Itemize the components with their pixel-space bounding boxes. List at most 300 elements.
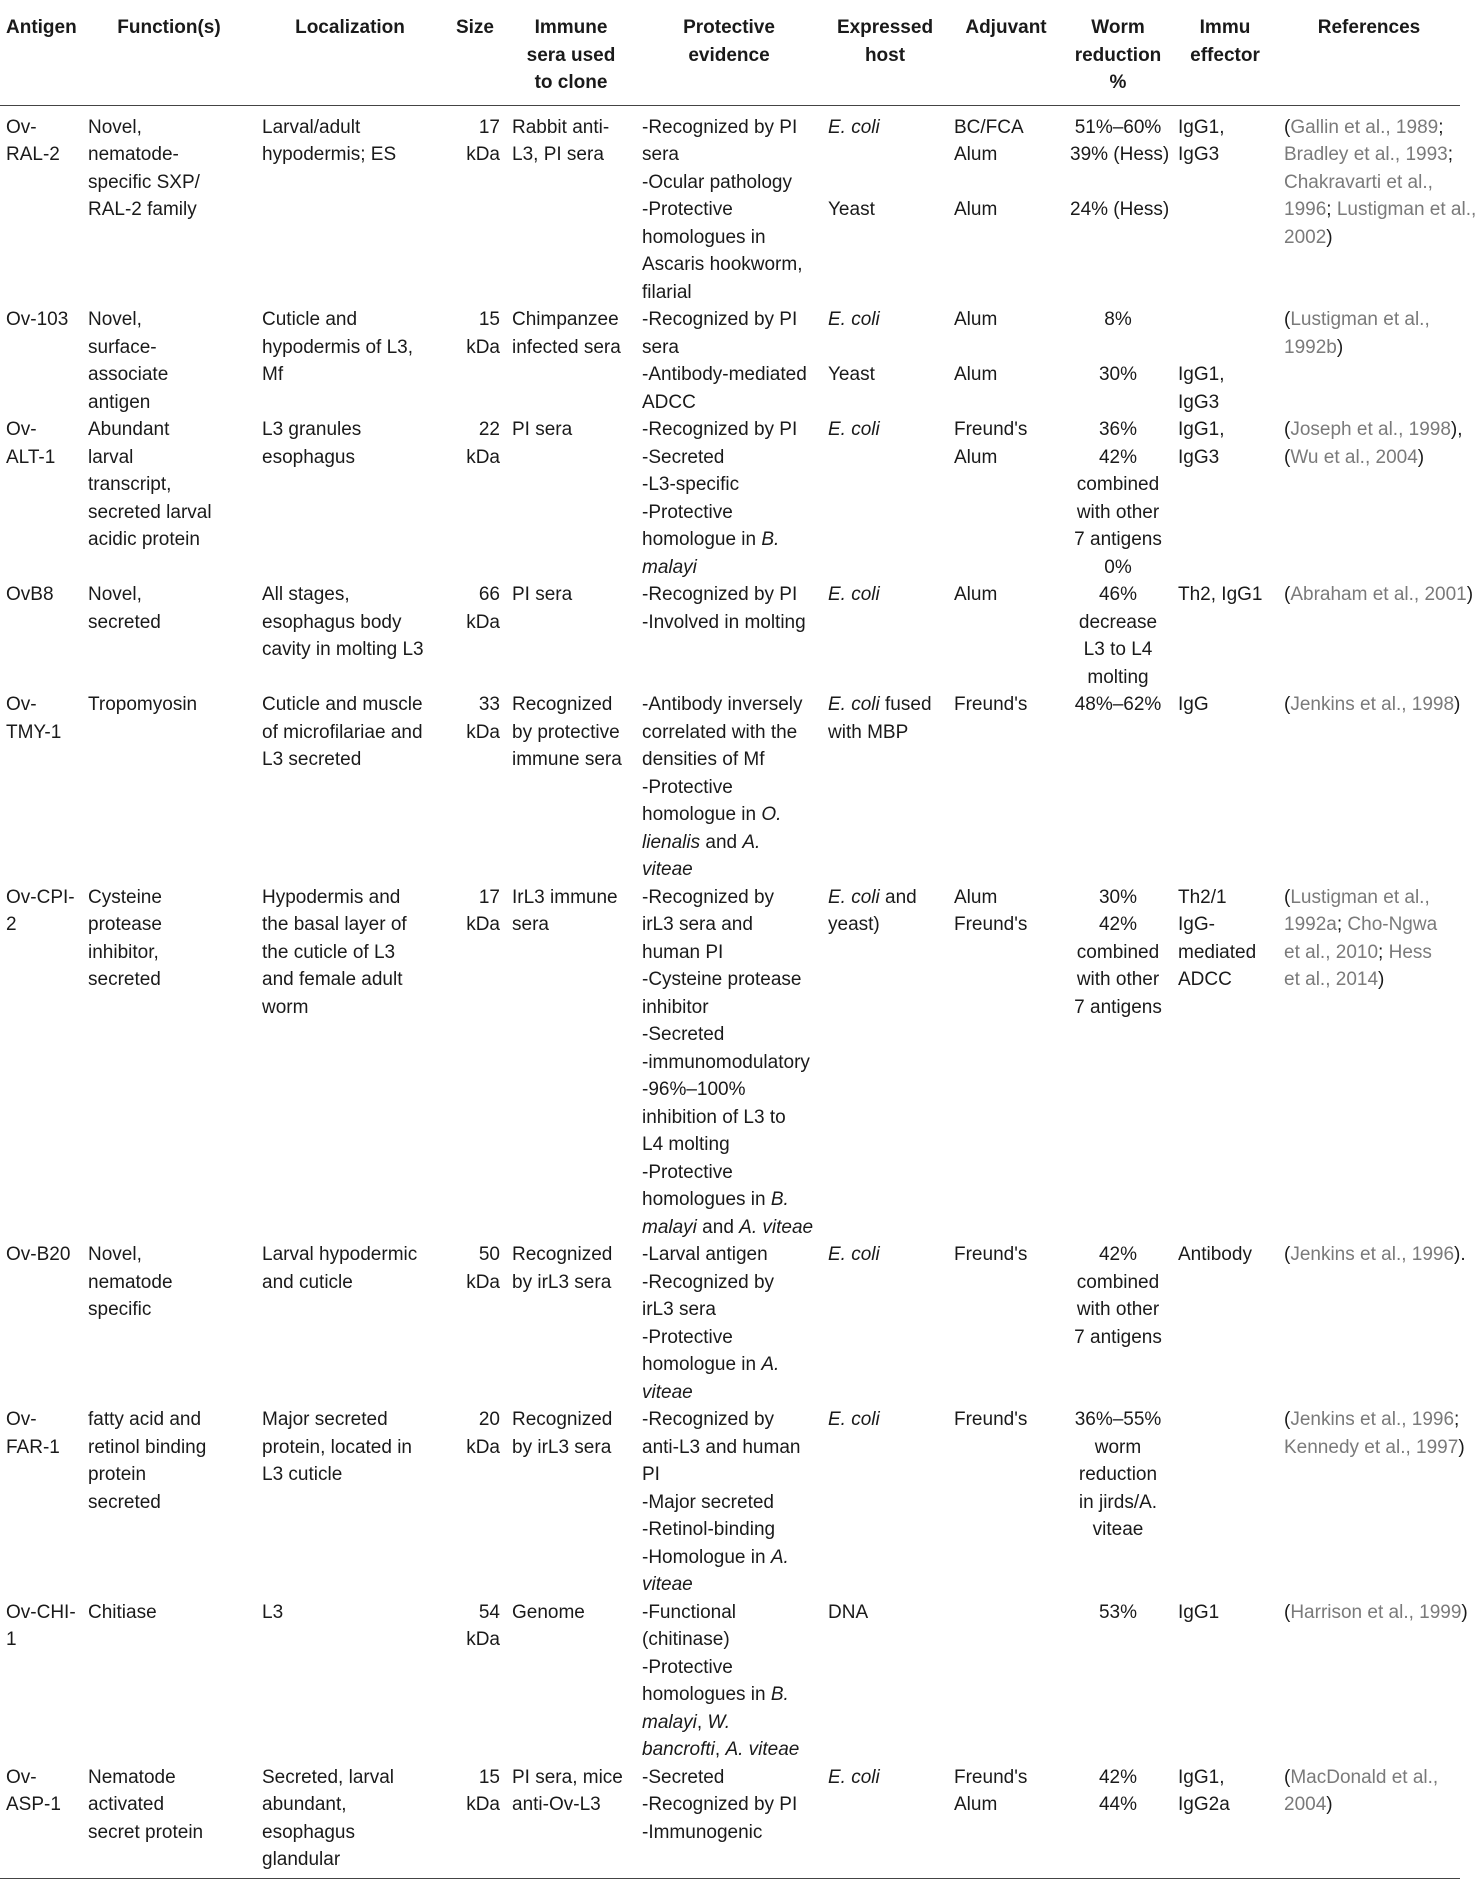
cell-protective-evidence xyxy=(636,1241,822,1406)
reference-punctuation: ( xyxy=(1284,584,1291,605)
cell-protective-evidence xyxy=(636,884,822,1242)
host-text: E. coli xyxy=(828,1766,880,1788)
effector-text: mediated xyxy=(1178,941,1257,963)
effector-text: Antibody xyxy=(1178,1244,1252,1265)
localization-text: Hypodermis and xyxy=(262,886,401,908)
reference-link[interactable]: Jenkins et al., 1998 xyxy=(1290,694,1455,715)
cell-immune-effector xyxy=(1172,416,1278,581)
antigen-text: ALT-1 xyxy=(6,446,56,468)
reference-line xyxy=(1284,884,1454,912)
evidence-text: -immunomodulatory xyxy=(642,1051,810,1073)
function-text: Chitiase xyxy=(88,1601,157,1623)
header-line: effector xyxy=(1190,44,1260,66)
cell-references xyxy=(1278,306,1460,416)
cell-immune-effector xyxy=(1172,884,1278,1242)
reference-link[interactable]: Gallin et al., 1989 xyxy=(1290,116,1439,138)
cell-protective-evidence xyxy=(636,105,822,306)
header-line: Worm xyxy=(1091,17,1145,38)
cell-immune-sera xyxy=(506,581,636,691)
sera-text: Recognized xyxy=(512,694,613,715)
host-text: with MBP xyxy=(828,721,909,743)
reference-link[interactable]: et al., 2014 xyxy=(1284,969,1379,990)
localization-text: of microfilariae and xyxy=(262,721,423,743)
cell-function xyxy=(82,1406,256,1599)
worm-text: with other xyxy=(1076,1299,1160,1320)
adjuvant-text: Freund's xyxy=(954,419,1028,440)
size-text: kDa xyxy=(466,611,500,633)
worm-text: 46% xyxy=(1098,584,1138,605)
localization-text: hypodermis of L3, xyxy=(262,336,414,358)
host-text: Yeast xyxy=(828,364,875,385)
cell-function xyxy=(82,1599,256,1764)
reference-punctuation: ) xyxy=(1326,1794,1333,1815)
reference-line xyxy=(1284,224,1454,252)
evidence-text: sera xyxy=(642,144,679,165)
reference-link[interactable]: Lustigman et al., xyxy=(1290,309,1430,330)
cell-immune-effector xyxy=(1172,1241,1278,1406)
reference-link[interactable]: Joseph et al., 1998 xyxy=(1290,419,1451,440)
header-line: to clone xyxy=(534,72,608,93)
evidence-text: -Antibody-mediated xyxy=(642,364,807,385)
function-text: nematode xyxy=(88,1271,173,1293)
table-row xyxy=(0,416,1460,581)
sera-text: Rabbit anti- xyxy=(512,116,610,138)
cell-worm-reduction xyxy=(1064,691,1172,884)
effector-text: IgG1 xyxy=(1178,1601,1220,1623)
function-text: nematode- xyxy=(88,144,179,165)
header-line: Localization xyxy=(295,17,405,38)
cell-antigen xyxy=(0,1599,82,1764)
worm-text: 36% xyxy=(1098,419,1138,440)
table-row xyxy=(0,1599,1460,1764)
adjuvant-text: Alum xyxy=(954,199,998,220)
evidence-text: human PI xyxy=(642,941,724,963)
evidence-text: correlated with the xyxy=(642,721,798,743)
reference-line xyxy=(1284,1791,1454,1819)
reference-link[interactable]: Abraham et al., 2001 xyxy=(1290,584,1467,605)
reference-punctuation: ; xyxy=(1438,116,1444,138)
effector-text xyxy=(1178,334,1272,362)
sera-text: Genome xyxy=(512,1601,585,1623)
header-localization xyxy=(256,10,444,105)
reference-link[interactable]: Harrison et al., 1999 xyxy=(1290,1601,1462,1623)
reference-punctuation: ( xyxy=(1284,419,1291,440)
evidence-text: sera xyxy=(642,336,679,358)
reference-link[interactable]: Jenkins et al., 1996 xyxy=(1290,1409,1455,1430)
cell-immune-sera xyxy=(506,1241,636,1406)
cell-protective-evidence xyxy=(636,581,822,691)
reference-punctuation: ( xyxy=(1284,1244,1291,1265)
cell-worm-reduction xyxy=(1064,884,1172,1242)
reference-link[interactable]: 1992a xyxy=(1284,914,1337,935)
host-text: E. coli xyxy=(828,116,880,138)
size-text: 15 xyxy=(478,309,500,330)
cell-protective-evidence xyxy=(636,306,822,416)
reference-punctuation: ) xyxy=(1458,1436,1465,1458)
reference-punctuation: ; xyxy=(1326,199,1337,220)
worm-text: 30% xyxy=(1098,886,1138,908)
cell-immune-sera xyxy=(506,1599,636,1764)
cell-expressed-host xyxy=(822,581,948,691)
function-text: Cysteine xyxy=(88,886,162,908)
sera-text: by irL3 sera xyxy=(512,1436,612,1458)
reference-link[interactable]: 1996 xyxy=(1284,199,1327,220)
cell-localization xyxy=(256,691,444,884)
effector-text: IgG xyxy=(1178,694,1209,715)
effector-text: IgG3 xyxy=(1178,446,1220,468)
reference-punctuation: ; xyxy=(1378,941,1389,963)
header-line: Antigen xyxy=(6,17,77,38)
effector-text: Th2/1 xyxy=(1178,886,1227,908)
cell-worm-reduction xyxy=(1064,1599,1172,1764)
effector-text: ADCC xyxy=(1178,969,1232,990)
antigen-text: Ov-B20 xyxy=(6,1244,71,1265)
header-size xyxy=(444,10,506,105)
evidence-text: -Recognized by xyxy=(642,886,775,908)
host-text: E. coli xyxy=(828,584,880,605)
worm-text: 42% xyxy=(1098,1766,1138,1788)
size-text: 33 xyxy=(478,694,500,715)
antigen-text: Ov-CHI- xyxy=(6,1601,76,1623)
antigen-text: 1 xyxy=(6,1629,17,1650)
host-text: E. coli xyxy=(828,309,880,330)
reference-line xyxy=(1284,1599,1468,1627)
evidence-text: -Recognized by xyxy=(642,1409,775,1430)
function-text: Tropomyosin xyxy=(88,694,198,715)
cell-expressed-host xyxy=(822,1764,948,1879)
evidence-text: -Antibody inversely xyxy=(642,694,803,715)
reference-link[interactable]: 2002 xyxy=(1284,226,1327,248)
size-text: kDa xyxy=(466,1436,500,1458)
localization-text: and cuticle xyxy=(262,1271,353,1293)
localization-text: Larval/adult xyxy=(262,116,361,138)
worm-text: 7 antigens xyxy=(1074,529,1162,550)
evidence-text: -Protective xyxy=(642,776,733,798)
cell-immune-sera xyxy=(506,1764,636,1879)
effector-text: IgG2a xyxy=(1178,1794,1230,1815)
antigen-text: RAL-2 xyxy=(6,144,60,165)
header-line: Immune xyxy=(534,17,608,38)
cell-protective-evidence xyxy=(636,1599,822,1764)
reference-punctuation: ) xyxy=(1461,1601,1468,1623)
table-row xyxy=(0,1764,1460,1879)
localization-text: and female adult xyxy=(262,969,403,990)
localization-text: protein, located in xyxy=(262,1436,412,1458)
reference-link[interactable]: Hess xyxy=(1388,941,1432,963)
cell-expressed-host xyxy=(822,1241,948,1406)
cell-function xyxy=(82,884,256,1242)
cell-protective-evidence xyxy=(636,416,822,581)
effector-text: IgG3 xyxy=(1178,391,1220,413)
cell-adjuvant xyxy=(948,691,1064,884)
worm-text: with other xyxy=(1076,501,1160,523)
table-header xyxy=(0,10,1460,105)
localization-text: esophagus body xyxy=(262,611,402,633)
cell-antigen xyxy=(0,691,82,884)
reference-link[interactable]: et al., 2010 xyxy=(1284,941,1379,963)
worm-text: combined xyxy=(1076,1271,1160,1293)
worm-text: 48%–62% xyxy=(1074,694,1162,715)
cell-adjuvant xyxy=(948,416,1064,581)
cell-protective-evidence xyxy=(636,1406,822,1599)
reference-line xyxy=(1284,306,1454,334)
antigen-text: FAR-1 xyxy=(6,1436,60,1458)
worm-text: 51%–60% xyxy=(1074,116,1162,138)
table-row xyxy=(0,105,1460,306)
reference-link[interactable]: Jenkins et al., 1996 xyxy=(1290,1244,1455,1265)
worm-text: decrease xyxy=(1078,611,1158,633)
cell-antigen xyxy=(0,306,82,416)
cell-immune-effector xyxy=(1172,581,1278,691)
function-text: Novel, xyxy=(88,584,142,605)
evidence-text: homologue in B. xyxy=(642,529,780,550)
size-text: 15 xyxy=(478,1766,500,1788)
function-text: Abundant xyxy=(88,419,170,440)
size-text: kDa xyxy=(466,914,500,935)
cell-worm-reduction xyxy=(1064,1241,1172,1406)
localization-text: Secreted, larval xyxy=(262,1766,395,1788)
table-row xyxy=(0,581,1460,691)
worm-text: 36%–55% xyxy=(1074,1409,1162,1430)
size-text: kDa xyxy=(466,144,500,165)
reference-punctuation: ( xyxy=(1284,1601,1291,1623)
size-text: 22 xyxy=(478,419,500,440)
function-text: inhibitor, xyxy=(88,941,159,963)
function-text: secreted xyxy=(88,1491,161,1513)
adjuvant-text: Alum xyxy=(954,1794,998,1815)
cell-adjuvant xyxy=(948,1599,1064,1764)
cell-expressed-host xyxy=(822,691,948,884)
reference-punctuation: ) xyxy=(1378,969,1385,990)
size-text: 50 xyxy=(478,1244,500,1265)
localization-text: Major secreted xyxy=(262,1409,388,1430)
cell-size xyxy=(444,1241,506,1406)
localization-text: L3 secreted xyxy=(262,749,362,770)
reference-punctuation: ) xyxy=(1454,694,1461,715)
effector-text: IgG1, xyxy=(1178,419,1225,440)
size-text: kDa xyxy=(466,1629,500,1650)
header-line: Adjuvant xyxy=(965,17,1047,38)
reference-punctuation: ( xyxy=(1284,1409,1291,1430)
sera-text: immune sera xyxy=(512,749,622,770)
cell-immune-effector xyxy=(1172,105,1278,306)
cell-immune-sera xyxy=(506,416,636,581)
reference-punctuation: ( xyxy=(1284,309,1291,330)
cell-worm-reduction xyxy=(1064,105,1172,306)
evidence-text: -96%–100% xyxy=(642,1079,746,1100)
function-text: secreted larval xyxy=(88,501,212,523)
reference-punctuation: ) xyxy=(1466,584,1474,605)
evidence-text: -Immunogenic xyxy=(642,1821,763,1843)
localization-text: esophagus xyxy=(262,446,355,468)
adjuvant-text xyxy=(954,169,1058,197)
worm-text: 7 antigens xyxy=(1074,1326,1162,1348)
reference-link[interactable]: MacDonald et al., xyxy=(1290,1766,1439,1788)
function-text: transcript, xyxy=(88,474,172,495)
function-text: secreted xyxy=(88,611,161,633)
function-text: specific xyxy=(88,1299,152,1320)
evidence-text: densities of Mf xyxy=(642,749,765,770)
cell-adjuvant xyxy=(948,1406,1064,1599)
evidence-text: Ascaris hookworm, xyxy=(642,254,803,275)
function-text: secret protein xyxy=(88,1821,204,1843)
evidence-text: (chitinase) xyxy=(642,1629,730,1650)
worm-text: 30% xyxy=(1098,364,1138,385)
reference-link[interactable]: Lustigman et al., xyxy=(1290,886,1430,908)
worm-text: L3 to L4 xyxy=(1083,639,1153,660)
evidence-text: -Recognized by PI xyxy=(642,584,798,605)
cell-references xyxy=(1278,1241,1466,1406)
reference-link[interactable]: Cho-Ngwa xyxy=(1347,914,1438,935)
reference-link[interactable]: Wu et al., 2004 xyxy=(1290,446,1418,468)
antigen-text: Ov- xyxy=(6,419,37,440)
evidence-text: -Cysteine protease xyxy=(642,969,802,990)
cell-references xyxy=(1278,1406,1465,1599)
host-text xyxy=(828,169,942,197)
worm-text: with other xyxy=(1076,969,1160,990)
cell-size xyxy=(444,884,506,1242)
cell-localization xyxy=(256,1764,444,1879)
sera-text: infected sera xyxy=(512,336,621,358)
evidence-text: -Larval antigen xyxy=(642,1244,768,1265)
cell-references xyxy=(1278,416,1463,581)
cell-immune-sera xyxy=(506,1406,636,1599)
cell-localization xyxy=(256,416,444,581)
evidence-text: malayi, W. xyxy=(642,1711,730,1733)
localization-text: L3 cuticle xyxy=(262,1464,343,1485)
worm-text: worm xyxy=(1094,1436,1142,1458)
evidence-text: -Homologue in A. xyxy=(642,1546,789,1568)
worm-text: molting xyxy=(1087,666,1149,688)
header-line: reduction xyxy=(1074,44,1162,66)
effector-text: IgG1, xyxy=(1178,1766,1225,1788)
localization-text: Cuticle and muscle xyxy=(262,694,423,715)
reference-punctuation: ( xyxy=(1284,886,1291,908)
evidence-text: lienalis and A. xyxy=(642,831,761,853)
cell-adjuvant xyxy=(948,581,1064,691)
reference-link[interactable]: Lustigman et al., xyxy=(1336,199,1476,220)
size-text: 54 xyxy=(478,1601,500,1623)
evidence-text: viteae xyxy=(642,1381,693,1403)
reference-punctuation: ) xyxy=(1417,446,1425,468)
evidence-text: -Recognized by PI xyxy=(642,309,798,330)
effector-text: Th2, IgG1 xyxy=(1178,584,1263,605)
size-text: kDa xyxy=(466,1271,500,1293)
reference-line xyxy=(1284,416,1463,444)
reference-line xyxy=(1284,939,1454,967)
localization-text: glandular xyxy=(262,1849,341,1870)
evidence-text: homologues in B. xyxy=(642,1684,789,1705)
evidence-text: anti-L3 and human xyxy=(642,1436,801,1458)
adjuvant-text: Freund's xyxy=(954,1244,1028,1265)
evidence-text: homologue in O. xyxy=(642,804,782,825)
evidence-text: -Involved in molting xyxy=(642,611,806,633)
sera-text: PI sera, mice xyxy=(512,1766,623,1788)
cell-function xyxy=(82,691,256,884)
function-text: activated xyxy=(88,1794,165,1815)
evidence-text: -Recognized by xyxy=(642,1271,775,1293)
effector-text: IgG3 xyxy=(1178,144,1220,165)
cell-antigen xyxy=(0,581,82,691)
cell-antigen xyxy=(0,105,82,306)
table-row xyxy=(0,691,1460,884)
function-text: retinol binding xyxy=(88,1436,207,1458)
cell-size xyxy=(444,105,506,306)
host-text: E. coli xyxy=(828,1244,880,1265)
worm-text: combined xyxy=(1076,941,1160,963)
adjuvant-text xyxy=(954,334,1058,362)
antigen-text: ASP-1 xyxy=(6,1794,61,1815)
table-row xyxy=(0,306,1460,416)
worm-text: 39% (Hess) xyxy=(1070,144,1170,165)
evidence-text: -L3-specific xyxy=(642,474,740,495)
function-text: protein xyxy=(88,1464,147,1485)
cell-size xyxy=(444,306,506,416)
reference-line xyxy=(1284,141,1454,169)
sera-text: Recognized xyxy=(512,1244,613,1265)
cell-immune-sera xyxy=(506,306,636,416)
localization-text: the cuticle of L3 xyxy=(262,941,396,963)
cell-immune-effector xyxy=(1172,306,1278,416)
reference-link[interactable]: Chakravarti et al., xyxy=(1284,171,1433,193)
reference-link[interactable]: 1992b xyxy=(1284,336,1337,358)
host-text xyxy=(828,141,942,169)
table-body xyxy=(0,105,1476,1878)
table-row xyxy=(0,1241,1460,1406)
sera-text: Chimpanzee xyxy=(512,309,619,330)
worm-text xyxy=(1070,334,1166,362)
host-text: E. coli xyxy=(828,419,880,440)
cell-antigen xyxy=(0,416,82,581)
cell-size xyxy=(444,416,506,581)
worm-text: in jirds/A. xyxy=(1078,1491,1158,1513)
worm-text: viteae xyxy=(1092,1519,1144,1540)
reference-link[interactable]: Kennedy et al., 1997 xyxy=(1284,1436,1459,1458)
reference-link[interactable]: 2004 xyxy=(1284,1794,1327,1815)
sera-text: anti-Ov-L3 xyxy=(512,1794,601,1815)
localization-text: Larval hypodermic xyxy=(262,1244,418,1265)
header-line: sera used xyxy=(526,44,616,66)
cell-expressed-host xyxy=(822,416,948,581)
adjuvant-text: Alum xyxy=(954,886,998,908)
function-text: antigen xyxy=(88,391,151,413)
localization-text: All stages, xyxy=(262,584,350,605)
cell-localization xyxy=(256,1406,444,1599)
evidence-text: -Protective xyxy=(642,1656,733,1678)
header-line: evidence xyxy=(688,44,770,66)
cell-adjuvant xyxy=(948,884,1064,1242)
host-text xyxy=(828,334,942,362)
sera-text: Recognized xyxy=(512,1409,613,1430)
cell-size xyxy=(444,1406,506,1599)
localization-text: hypodermis; ES xyxy=(262,144,397,165)
cell-worm-reduction xyxy=(1064,306,1172,416)
header-line: host xyxy=(864,44,906,66)
evidence-text: PI xyxy=(642,1464,660,1485)
cell-size xyxy=(444,1764,506,1879)
antigen-text: 2 xyxy=(6,914,17,935)
header-line: Protective xyxy=(683,17,775,38)
worm-text: 0% xyxy=(1104,556,1132,578)
localization-text: worm xyxy=(262,996,309,1018)
sera-text: L3, PI sera xyxy=(512,144,604,165)
reference-punctuation: ( xyxy=(1284,116,1291,138)
reference-punctuation: ) xyxy=(1326,226,1333,248)
adjuvant-text: Freund's xyxy=(954,1766,1028,1788)
evidence-text: malayi and A. viteae xyxy=(642,1216,814,1238)
reference-link[interactable]: Bradley et al., 1993 xyxy=(1284,144,1448,165)
evidence-text: viteae xyxy=(642,859,693,880)
